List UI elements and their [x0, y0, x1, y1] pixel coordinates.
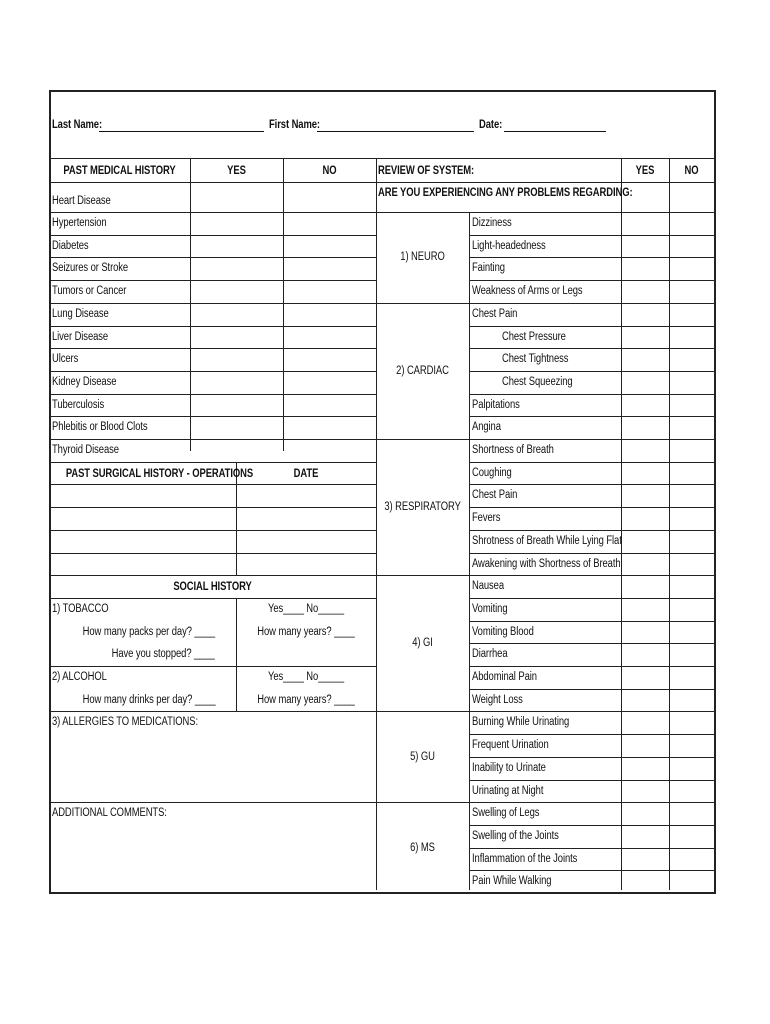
ros-item: Swelling of the Joints [472, 829, 559, 842]
ros-group-rule [376, 711, 714, 712]
pmh-item: Thyroid Disease [52, 444, 119, 456]
pmh-row-rule [49, 439, 376, 440]
packs-per-day[interactable]: How many packs per day? ____ [82, 626, 216, 638]
ros-item: Fainting [472, 262, 505, 275]
ros-row-rule [469, 257, 714, 258]
ros-row-rule [469, 621, 714, 622]
ros-row-rule [469, 280, 714, 281]
ros-row-rule [469, 666, 714, 667]
psh-row-rule [49, 484, 376, 485]
date-label: Date: [479, 119, 503, 131]
ros-item: Nausea [472, 580, 505, 593]
pmh-row-rule [49, 280, 376, 281]
ros-item: Awakening with Shortness of Breath [472, 557, 621, 570]
drinks-per-day[interactable]: How many drinks per day? ____ [82, 694, 216, 706]
pmh-row-rule [49, 257, 376, 258]
pmh-title: PAST MEDICAL HISTORY [63, 165, 176, 177]
ros-item: Shortness of Breath [472, 444, 554, 456]
ros-row-rule [469, 326, 714, 327]
ros-row-rule [469, 235, 714, 236]
pmh-header-rule [49, 182, 376, 183]
psh-row-rule [49, 553, 376, 554]
pmh-row-rule [49, 394, 376, 395]
ros-item: Burning While Urinating [472, 716, 570, 729]
pmh-item: Lung Disease [52, 307, 109, 320]
ros-row-rule [469, 734, 714, 735]
ros-item: Inability to Urinate [472, 761, 546, 774]
pmh-yes-col [190, 158, 191, 451]
pmh-item: Hypertension [52, 217, 107, 229]
comments-label: ADDITIONAL COMMENTS: [52, 807, 167, 819]
pmh-row-rule [49, 348, 376, 349]
ros-no-header: NO [684, 165, 699, 177]
pmh-row-rule [49, 371, 376, 372]
ros-row-rule [469, 780, 714, 781]
pmh-row-rule [49, 235, 376, 236]
ros-item: Pain While Walking [472, 875, 552, 888]
ros-item: Dizziness [472, 217, 512, 229]
ros-row-rule [469, 484, 714, 485]
pmh-row-rule [49, 212, 376, 213]
ros-group-rule [376, 303, 714, 304]
pmh-no-header: NO [322, 165, 337, 177]
ros-row-rule [469, 757, 714, 758]
psh-row-rule [49, 530, 376, 531]
ros-group-label: 2) CARDIAC [396, 364, 449, 377]
ros-item: Chest Pain [472, 307, 518, 320]
allergies-rule [49, 802, 376, 803]
header-row [49, 90, 714, 158]
pmh-item: Seizures or Stroke [52, 262, 129, 275]
pmh-item: Tuberculosis [52, 398, 105, 411]
pmh-row-rule [49, 326, 376, 327]
pmh-item: Diabetes [52, 239, 89, 252]
patient-history-form [49, 90, 714, 892]
social-rule [49, 711, 376, 712]
alcohol-yes-no[interactable]: Yes____ No_____ [267, 671, 345, 683]
ros-row-rule [469, 394, 714, 395]
social-rule [49, 598, 376, 599]
ros-row-rule [469, 870, 714, 871]
last-name-label: Last Name: [52, 119, 103, 131]
ros-item: Chest Tightness [502, 353, 569, 366]
pmh-row-rule [49, 416, 376, 417]
header-divider [49, 158, 714, 159]
ros-item: Chest Squeezing [502, 375, 573, 388]
ros-row-rule [469, 643, 714, 644]
psh-row-rule [49, 507, 376, 508]
ros-item: Urinating at Night [472, 784, 544, 797]
ros-row-rule [469, 689, 714, 690]
ros-system-col [469, 212, 470, 890]
ros-group-label: 6) MS [410, 841, 435, 854]
ros-group-label: 5) GU [410, 750, 435, 763]
ros-group-rule [376, 439, 714, 440]
social-rule [49, 666, 376, 667]
ros-item: Vomiting Blood [472, 625, 534, 638]
pmh-row-rule [49, 462, 376, 463]
ros-item: Fevers [472, 512, 501, 525]
psh-date-header: DATE [293, 468, 319, 480]
ros-item: Angina [472, 421, 501, 434]
ros-item: Inflammation of the Joints [472, 852, 578, 865]
last-name-field[interactable] [99, 130, 264, 132]
form-border [49, 90, 716, 894]
ros-header-rule [376, 182, 714, 183]
ros-group-label: 4) GI [412, 637, 433, 650]
pmh-item: Phlebitis or Blood Clots [52, 421, 148, 434]
psh-row-rule [49, 575, 376, 576]
ros-item: Weight Loss [472, 693, 523, 706]
ros-item: Light-headedness [472, 239, 546, 252]
ros-row-rule [469, 348, 714, 349]
ros-item: Swelling of Legs [472, 807, 540, 820]
ros-item: Frequent Urination [472, 739, 549, 752]
pmh-item: Heart Disease [52, 195, 111, 207]
pmh-no-col [283, 158, 284, 451]
first-name-label: First Name: [269, 119, 320, 131]
date-field[interactable] [504, 130, 606, 132]
allergies-label: 3) ALLERGIES TO MEDICATIONS: [52, 716, 199, 728]
ros-row-rule [469, 825, 714, 826]
ros-item: Diarrhea [472, 648, 508, 661]
psh-title: PAST SURGICAL HISTORY - OPERATIONS [65, 468, 254, 480]
pmh-item: Ulcers [52, 353, 79, 366]
alcohol-label: 2) ALCOHOL [52, 671, 107, 683]
ros-item: Palpitations [472, 398, 520, 411]
ros-item: Chest Pressure [502, 330, 566, 343]
ros-row-rule [469, 530, 714, 531]
ros-row-rule [469, 462, 714, 463]
stopped-smoking[interactable]: Have you stopped? ____ [111, 648, 215, 660]
ros-row-rule [469, 416, 714, 417]
center-divider [376, 158, 377, 890]
ros-row-rule [469, 507, 714, 508]
ros-subtitle: ARE YOU EXPERIENCING ANY PROBLEMS REGARDING: [378, 187, 633, 199]
ros-title: REVIEW OF SYSTEM: [378, 165, 475, 177]
ros-item: Chest Pain [472, 489, 518, 502]
ros-row-rule [469, 371, 714, 372]
ros-item: Coughing [472, 466, 512, 479]
social-title: SOCIAL HISTORY [173, 581, 252, 593]
social-col [236, 666, 237, 711]
pmh-yes-header: YES [227, 165, 246, 177]
ros-item: Shrotness of Breath While Lying Flat [472, 534, 622, 547]
tobacco-label: 1) TOBACCO [52, 603, 109, 615]
ros-group-rule [376, 575, 714, 576]
ros-yes-header: YES [635, 165, 655, 177]
pmh-row-rule [49, 303, 376, 304]
ros-group-label: 1) NEURO [400, 251, 445, 264]
alcohol-years[interactable]: How many years? ____ [257, 694, 355, 706]
ros-row-rule [469, 598, 714, 599]
ros-item: Vomiting [472, 602, 508, 615]
tobacco-years[interactable]: How many years? ____ [257, 626, 355, 638]
ros-group-rule [376, 802, 714, 803]
ros-item: Weakness of Arms or Legs [472, 285, 583, 298]
ros-row-rule [469, 553, 714, 554]
ros-item: Abdominal Pain [472, 671, 537, 683]
ros-row-rule [469, 848, 714, 849]
tobacco-yes-no[interactable]: Yes____ No_____ [267, 603, 345, 615]
ros-group-label: 3) RESPIRATORY [384, 501, 461, 514]
pmh-item: Tumors or Cancer [52, 285, 127, 298]
pmh-item: Kidney Disease [52, 375, 117, 388]
pmh-item: Liver Disease [52, 330, 109, 343]
ros-group-rule [376, 212, 714, 213]
first-name-field[interactable] [317, 130, 474, 132]
